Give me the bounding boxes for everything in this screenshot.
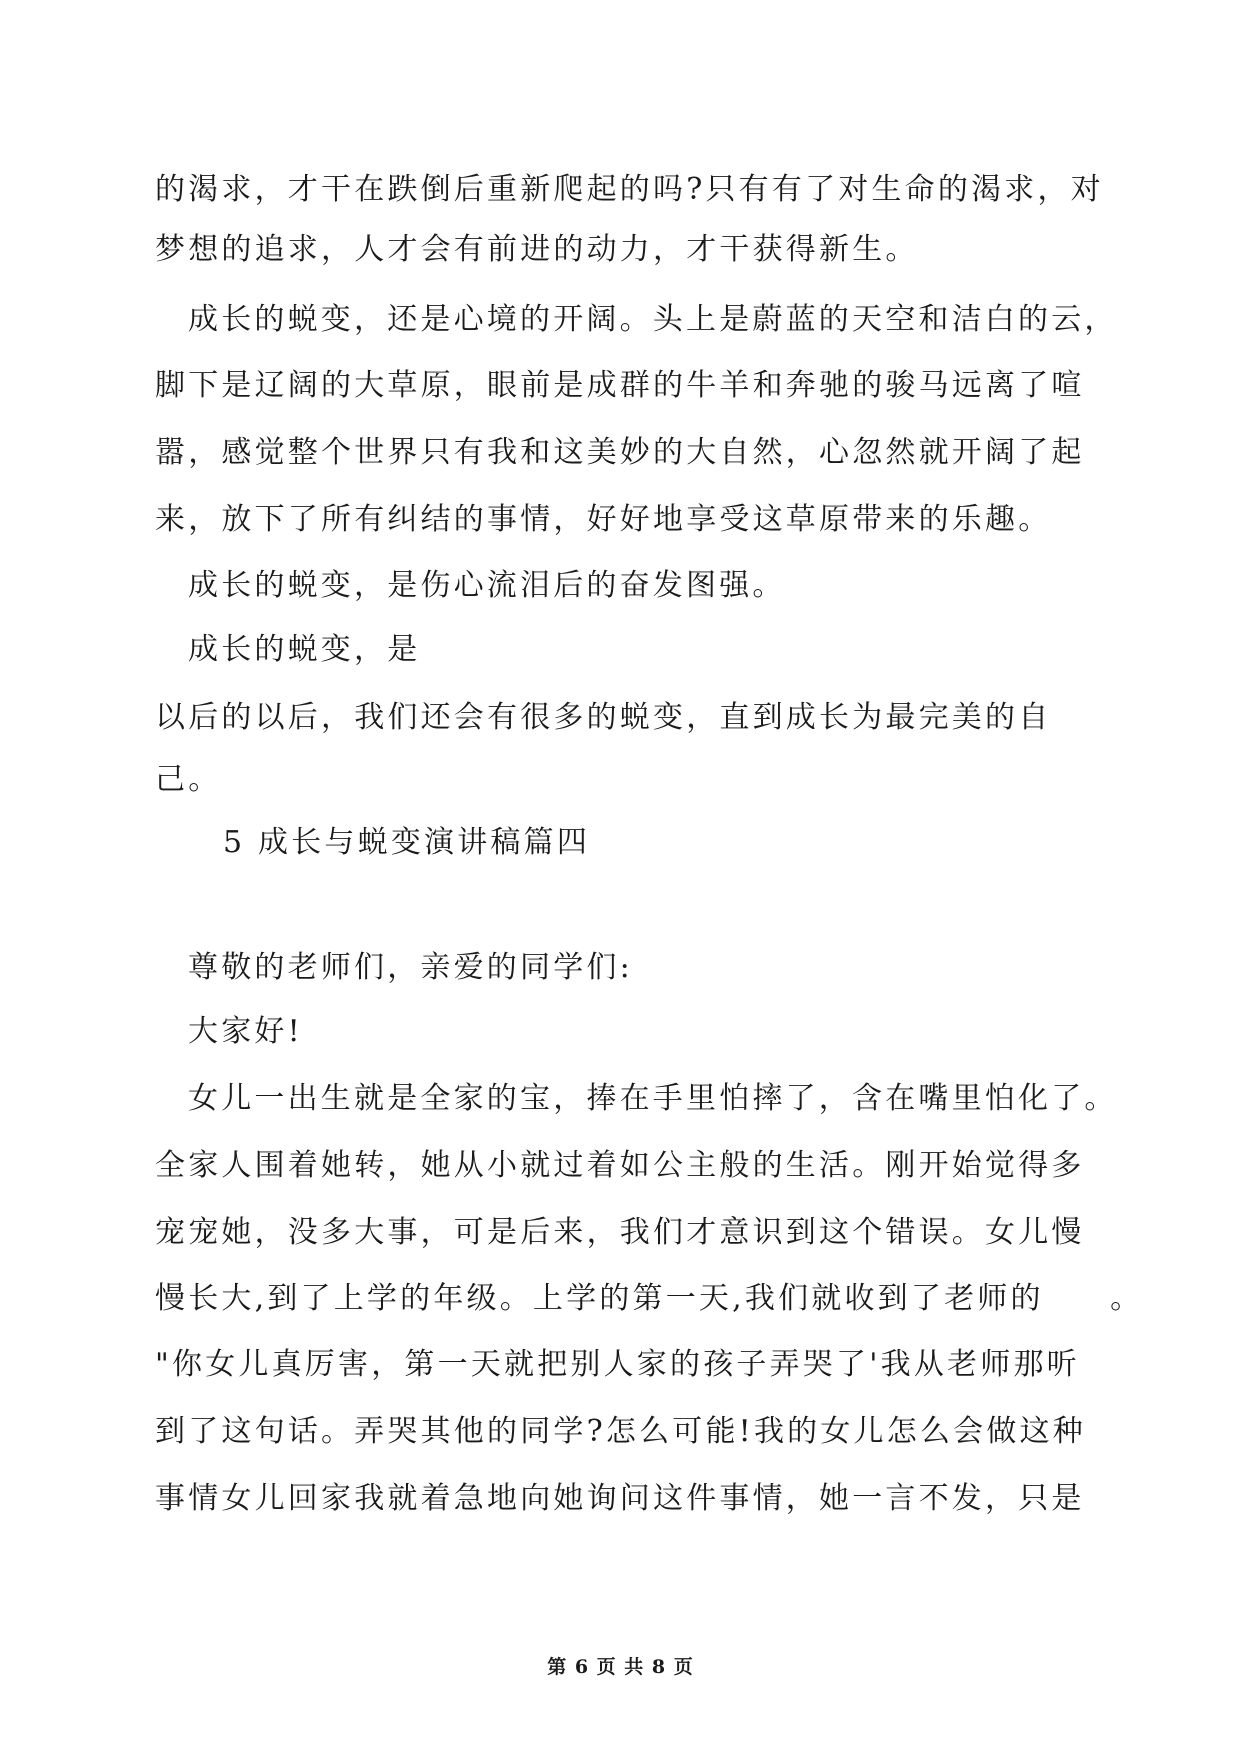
- text-line-16: 宠宠她，没多大事，可是后来，我们才意识到这个错误。女儿慢: [155, 1215, 1085, 1250]
- text-line-6: 来，放下了所有纠结的事情，好好地享受这草原带来的乐趣。: [155, 502, 1052, 537]
- text-line-1: 的渴求，才干在跌倒后重新爬起的吗?只有有了对生命的渴求，对: [155, 172, 1104, 207]
- text-line-19: 到了这句话。弄哭其他的同学?怎么可能!我的女儿怎么会做这种: [155, 1414, 1086, 1449]
- text-line-5: 嚣，感觉整个世界只有我和这美妙的大自然，心忽然就开阔了起: [155, 435, 1085, 470]
- text-line-14: 女儿一出生就是全家的宝，捧在手里怕摔了，含在嘴里怕化了。: [188, 1081, 1118, 1116]
- text-line-18: "你女儿真厉害，第一天就把别人家的孩子弄哭了'我从老师那听: [155, 1347, 1080, 1382]
- text-line-17: 慢长大,到了上学的年级。上学的第一天,我们就收到了老师的 。: [155, 1281, 1144, 1316]
- text-line-3: 成长的蜕变，还是心境的开阔。头上是蔚蓝的天空和洁白的云，: [188, 302, 1118, 337]
- text-line-7: 成长的蜕变，是伤心流泪后的奋发图强。: [188, 568, 786, 603]
- page-number-footer: 第 6 页 共 8 页: [547, 1656, 694, 1678]
- text-line-20: 事情女儿回家我就着急地向她询问这件事情，她一言不发，只是: [155, 1481, 1085, 1516]
- text-line-9: 以后的以后，我们还会有很多的蜕变，直到成长为最完美的自: [155, 700, 1052, 735]
- text-line-4: 脚下是辽阔的大草原，眼前是成群的牛羊和奔驰的骏马远离了喧: [155, 368, 1085, 403]
- section-heading: 5 成长与蜕变演讲稿篇四: [223, 825, 591, 860]
- text-line-13: 大家好!: [188, 1014, 303, 1049]
- text-line-2: 梦想的追求，人才会有前进的动力，才干获得新生。: [155, 232, 919, 267]
- text-line-12: 尊敬的老师们，亲爱的同学们:: [188, 950, 633, 985]
- text-line-8: 成长的蜕变，是: [188, 632, 421, 667]
- text-line-10: 己。: [155, 762, 222, 797]
- text-line-15: 全家人围着她转，她从小就过着如公主般的生活。刚开始觉得多: [155, 1148, 1085, 1183]
